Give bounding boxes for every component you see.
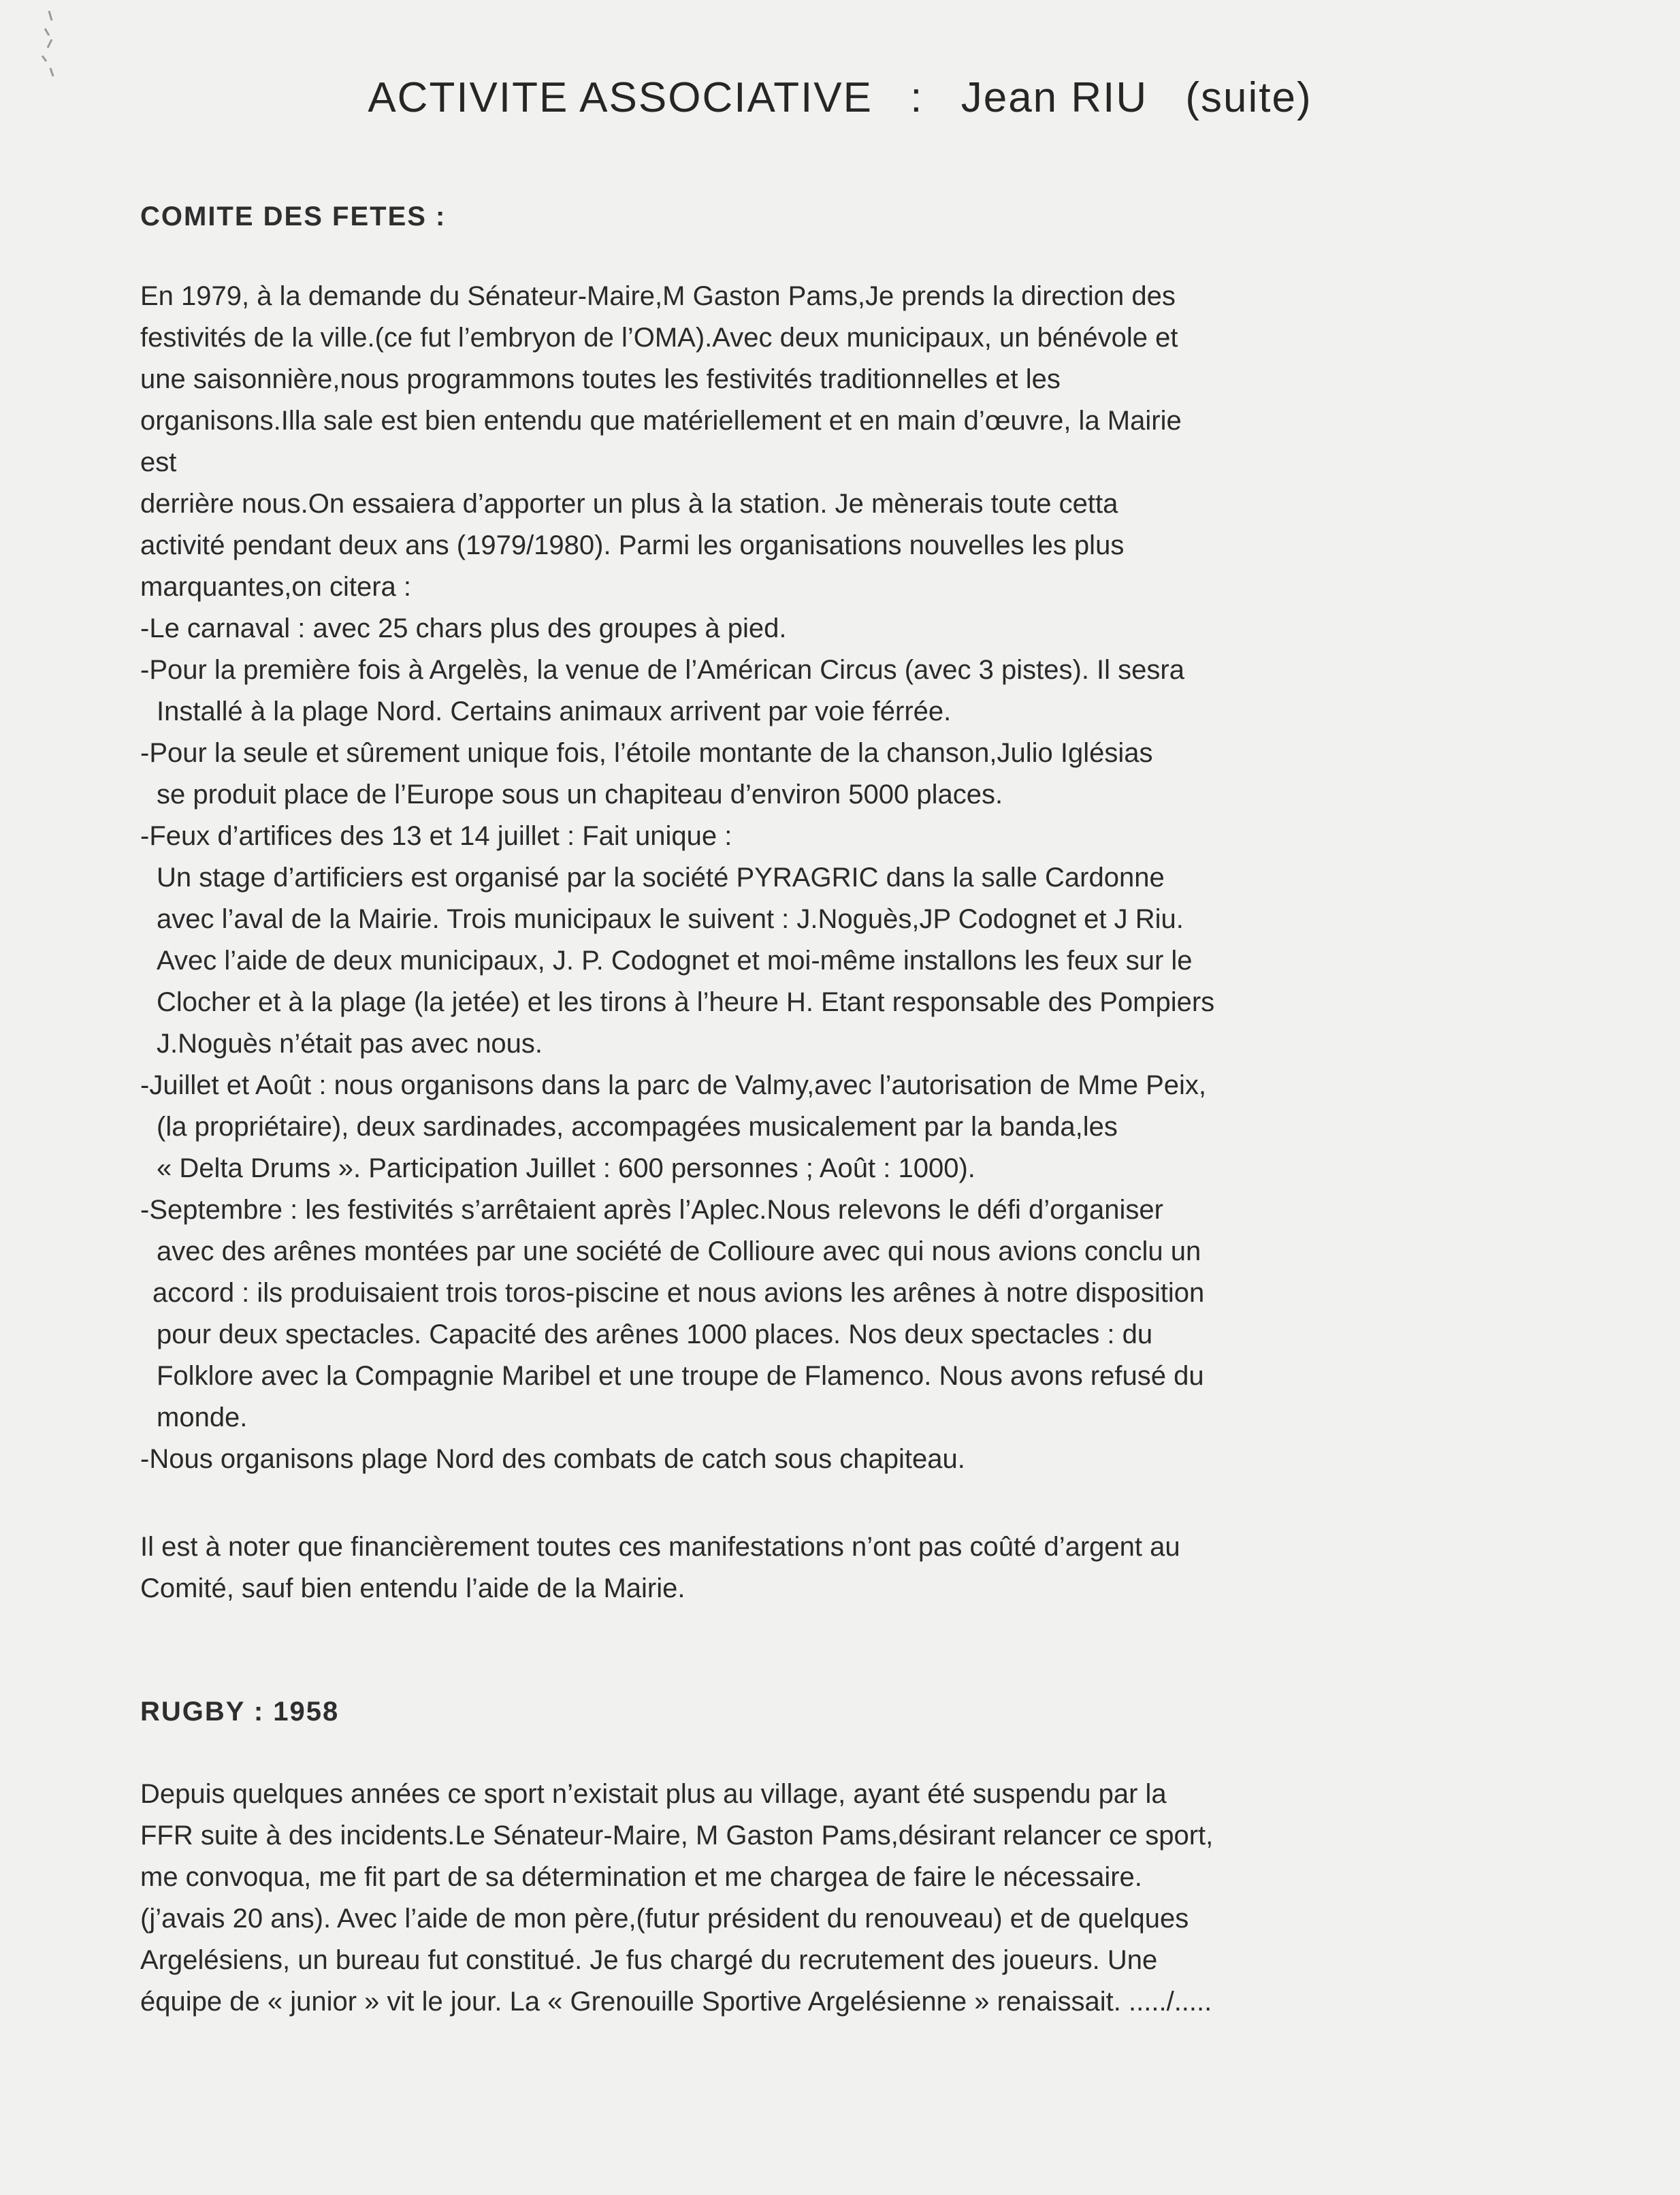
text-line: Depuis quelques années ce sport n’existait plus au village, ayant été suspendu par la	[140, 1779, 1167, 1809]
text-line: Comité, sauf bien entendu l’aide de la Mairie.	[140, 1573, 685, 1603]
list-item-feux-cont: avec l’aval de la Mairie. Trois municipaux le suivent : J.Noguès,JP Codognet et J Riu.	[157, 904, 1184, 934]
list-item-feux-cont: J.Noguès n’était pas avec nous.	[157, 1029, 543, 1059]
text-line: derrière nous.On essaiera d’apporter un plus à la station. Je mènerais toute cetta	[140, 489, 1118, 519]
text-line: marquantes,on citera :	[140, 572, 411, 602]
title-name: Jean RIU	[960, 74, 1148, 121]
list-item-catch: -Nous organisons plage Nord des combats de catch sous chapiteau.	[140, 1444, 965, 1474]
page-title	[0, 74, 1680, 122]
text-line: activité pendant deux ans (1979/1980). Parmi les organisations nouvelles les plus	[140, 530, 1125, 560]
list-item-feux-cont: Avec l’aide de deux municipaux, J. P. Codognet et moi-même installons les feux sur le	[157, 946, 1193, 976]
text-line: est	[140, 447, 177, 477]
text-line: une saisonnière,nous programmons toutes les festivités traditionnelles et les	[140, 364, 1061, 394]
comite-intro	[140, 276, 1577, 1480]
list-item-juillet-cont: (la propriétaire), deux sardinades, accompagées musicalement par la banda,les	[157, 1112, 1118, 1142]
list-item-iglesias-cont: se produit place de l’Europe sous un chapiteau d’environ 5000 places.	[157, 780, 1003, 810]
text-line: me convoqua, me fit part de sa détermination et me chargea de faire le nécessaire.	[140, 1862, 1142, 1892]
text-line: Il est à noter que financièrement toutes ces manifestations n’ont pas coûté d’argent au	[140, 1532, 1180, 1562]
text-line: Argelésiens, un bureau fut constitué. Je fus chargé du recrutement des joueurs. Une	[140, 1945, 1158, 1975]
title-colon: :	[910, 74, 924, 121]
title-suffix: (suite)	[1185, 74, 1312, 121]
list-item-juillet: -Juillet et Août : nous organisons dans la parc de Valmy,avec l’autorisation de Mme Peix,	[140, 1070, 1206, 1100]
list-item-circus: -Pour la première fois à Argelès, la venue de l’Américan Circus (avec 3 pistes). Il sesra	[140, 655, 1184, 685]
list-item-septembre-cont: pour deux spectacles. Capacité des arênes 1000 places. Nos deux spectacles : du	[157, 1319, 1153, 1349]
text-line: FFR suite à des incidents.Le Sénateur-Maire, M Gaston Pams,désirant relancer ce sport,	[140, 1821, 1214, 1850]
list-item-feux: -Feux d’artifices des 13 et 14 juillet : Fait unique :	[140, 821, 732, 851]
title-activity: ACTIVITE ASSOCIATIVE	[368, 74, 873, 121]
rugby-paragraph	[140, 1774, 1577, 2023]
text-line: équipe de « junior » vit le jour. La « Grenouille Sportive Argelésienne » renaissait. ...../.....	[140, 1987, 1212, 2017]
list-item-feux-cont: Un stage d’artificiers est organisé par la société PYRAGRIC dans la salle Cardonne	[157, 863, 1165, 893]
list-item-septembre: -Septembre : les festivités s’arrêtaient après l’Aplec.Nous relevons le défi d’organiser	[140, 1195, 1163, 1225]
list-item-septembre-cont: avec des arênes montées par une société de Collioure avec qui nous avions conclu un	[157, 1236, 1201, 1266]
list-item-iglesias: -Pour la seule et sûrement unique fois, l’étoile montante de la chanson,Julio Iglésias	[140, 738, 1153, 768]
list-item-juillet-cont: « Delta Drums ». Participation Juillet : 600 personnes ; Août : 1000).	[157, 1153, 975, 1183]
comite-heading: COMITE DES FETES :	[140, 202, 447, 231]
list-item-carnaval: -Le carnaval : avec 25 chars plus des groupes à pied.	[140, 613, 787, 643]
text-line: En 1979, à la demande du Sénateur-Maire,M Gaston Pams,Je prends la direction des	[140, 281, 1176, 311]
rugby-heading: RUGBY : 1958	[140, 1697, 340, 1727]
text-line: (j’avais 20 ans). Avec l’aide de mon père,(futur président du renouveau) et de quelques	[140, 1904, 1189, 1934]
text-line: organisons.Illa sale est bien entendu que matériellement et en main d’œuvre, la Mairie	[140, 406, 1182, 436]
comite-note	[140, 1526, 1577, 1609]
text-line: festivités de la ville.(ce fut l’embryon de l’OMA).Avec deux municipaux, un bénévole et	[140, 323, 1178, 353]
list-item-feux-cont: Clocher et à la plage (la jetée) et les tirons à l’heure H. Etant responsable des Pompiers	[157, 987, 1215, 1017]
list-item-circus-cont: Installé à la plage Nord. Certains animaux arrivent par voie férrée.	[157, 696, 952, 726]
list-item-septembre-cont: Folklore avec la Compagnie Maribel et une troupe de Flamenco. Nous avons refusé du	[157, 1361, 1204, 1391]
list-item-septembre-cont: monde.	[157, 1403, 248, 1432]
list-item-septembre-cont: accord : ils produisaient trois toros-piscine et nous avions les arênes à notre disposition	[152, 1278, 1205, 1308]
